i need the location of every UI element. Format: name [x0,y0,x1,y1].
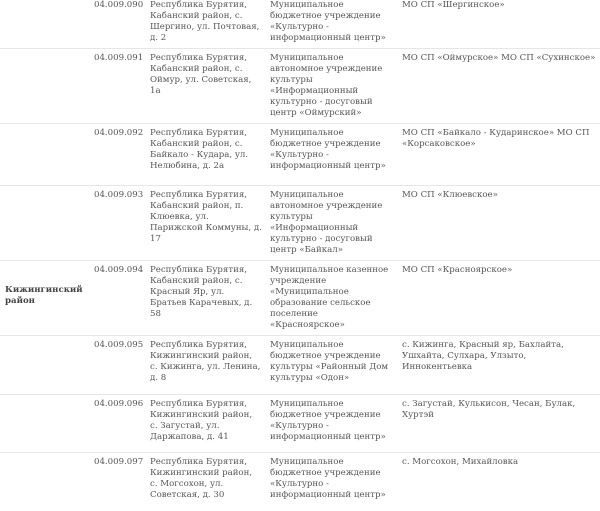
code-text: 04.009.097 [94,457,144,467]
institution-cell: Муниципальное бюджетное учреждение культуры «Районный Дом культуры «Одон» [266,336,398,395]
district-cell [0,186,90,261]
table-row [0,0,600,49]
address-cell: Республика Бурятия, Кижингинский район, с. Могсохон, ул. Советская, д. 30 [150,457,253,500]
address-cell: Республика Бурятия, Кабанский район, с. Красный Яр, ул. Братьев Карачевых, д. 58 [146,261,266,336]
code-cell [90,261,146,336]
address-cell: Республика Бурятия, Кижингинский район, с. Кижинга, ул. Ленина, д. 8 [146,336,266,395]
table-row [0,49,600,124]
code-text: 04.009.094 [94,265,144,275]
institution-cell: Муниципальное автономное учреждение культуры «Информационный культурно - досуговый центр «Оймурский» [266,49,398,124]
district-cell [0,124,90,186]
institution-cell: Муниципальное казенное учреждение «Муниципальное образование сельское поселение «Красноярское» [266,261,398,336]
institution-cell: Муниципальное бюджетное учреждение «Культурно - информационный центр» [270,457,386,500]
table-row [0,395,600,453]
settlements-cell: с. Кижинга, Красный яр, Бахлайта, Ушхайта, Сулхара, Улзыто, Иннокентьевка [398,336,600,395]
settlements-cell: с. Загустай, Кулькисон, Чесан, Булак, Хуртэй [398,395,600,453]
address-cell: Республика Бурятия, Кабанский район, с. Шергино, ул. Почтовая, д. 2 [146,0,266,49]
code-text: 04.009.095 [94,340,144,350]
address-cell: Республика Бурятия, Кабанский район, с. Оймур, ул. Советская, 1а [146,49,266,124]
code-cell [90,186,146,261]
code-text: 04.009.091 [94,53,144,63]
district-cell [0,395,90,453]
address-cell: Республика Бурятия, Кабанский район, п. Клюевка, ул. Парижской Коммуны, д. 17 [146,186,266,261]
code-cell [90,395,146,453]
address-cell: Республика Бурятия, Кабанский район, с. Байкало - Кудара, ул. Нелюбина, д. 2а [146,124,266,186]
institution-cell: Муниципальное бюджетное учреждение «Культурно - информационный центр» [266,124,398,186]
district-cell [0,0,90,49]
table-row [0,186,600,261]
settlements-cell: с. Могсохон, Михайловка [402,457,519,467]
district-label: Кижингинский район [5,285,83,306]
table-row [0,261,600,336]
code-text: 04.009.092 [94,128,144,138]
table-row [0,453,600,511]
code-cell [90,336,146,395]
address-cell: Республика Бурятия, Кижингинский район, с. Загустай, ул. Даржапова, д. 41 [146,395,266,453]
code-cell [90,453,146,511]
district-cell [0,336,90,395]
settlements-cell: МО СП «Красноярское» [398,261,600,336]
settlements-cell: МО СП «Оймурское» МО СП «Сухинское» [398,49,600,124]
institution-cell: Муниципальное бюджетное учреждение «Культурно - информационный центр» [266,0,398,49]
code-text: 04.009.096 [94,399,144,409]
code-text: 04.009.090 [94,0,144,10]
code-text: 04.009.093 [94,190,144,200]
institution-cell: Муниципальное автономное учреждение культуры «Информационный культурно - досуговый центр «Байкал» [266,186,398,261]
settlements-cell: МО СП «Шергинское» [398,0,600,49]
institution-cell: Муниципальное бюджетное учреждение «Культурно - информационный центр» [266,395,398,453]
district-cell [0,261,90,336]
table-row [0,124,600,186]
district-cell [0,49,90,124]
code-cell [90,124,146,186]
table-row [0,336,600,395]
code-cell [90,0,146,49]
code-cell [90,49,146,124]
settlements-cell: МО СП «Байкало - Кударинское» МО СП «Корсаковское» [398,124,600,186]
district-cell [0,453,90,511]
settlements-cell: МО СП «Клюевское» [398,186,600,261]
